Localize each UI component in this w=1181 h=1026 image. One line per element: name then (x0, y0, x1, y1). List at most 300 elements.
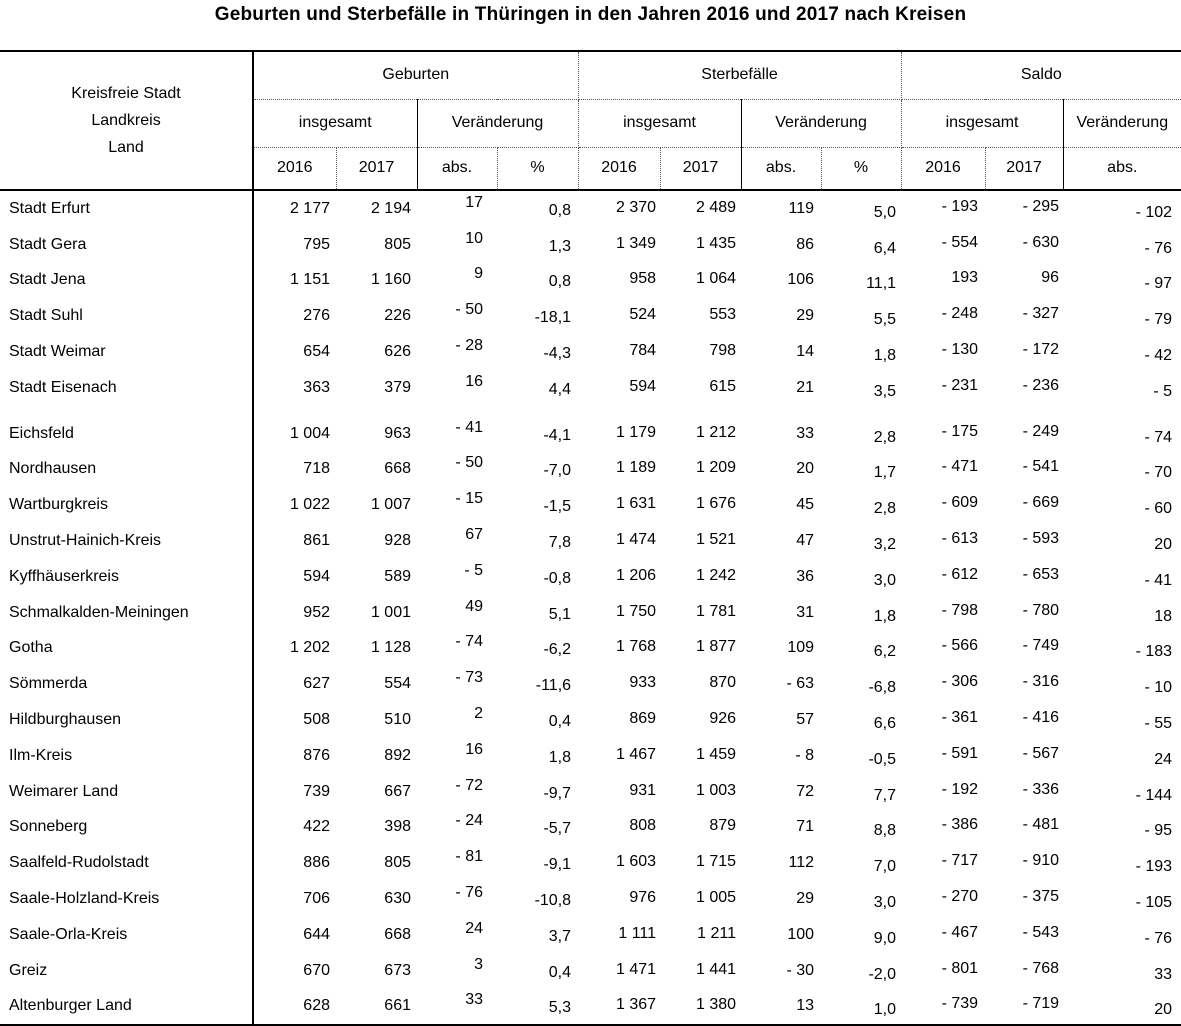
subheader-saldo-insgesamt: insgesamt (901, 99, 1063, 147)
cell-name: Stadt Gera (0, 227, 253, 263)
cell-g2017: 1 160 (370, 271, 411, 289)
cell-name: Altenburger Land (0, 989, 253, 1026)
cell-gabs: - 41 (455, 418, 483, 436)
cell-s2016: 1 631 (615, 495, 657, 513)
cell-g2016: 861 (303, 532, 330, 550)
cell-g2017: 510 (384, 711, 411, 729)
colheader-sterbefaelle-2016: 2016 (578, 147, 660, 190)
cell-sabs: 71 (796, 818, 815, 836)
cell-sa2016: - 270 (941, 888, 979, 906)
cell-sabs: 29 (796, 890, 815, 908)
cell-sa2016: - 193 (941, 197, 979, 215)
cell-sa2016: - 231 (941, 376, 979, 394)
cell-g2016: 1 004 (289, 424, 330, 442)
cell-saabs: - 10 (1144, 679, 1173, 697)
colheader-saldo-abs: abs. (1063, 147, 1181, 190)
cell-s2016: 869 (629, 710, 657, 728)
cell-saabs: - 144 (1135, 786, 1173, 804)
cell-g2016: 886 (303, 854, 330, 872)
cell-sabs: 21 (796, 378, 815, 396)
cell-saabs: 24 (1154, 750, 1173, 768)
cell-g2017: 661 (384, 997, 411, 1015)
cell-saabs: - 55 (1144, 715, 1173, 733)
cell-s2016: 1 179 (615, 423, 657, 441)
cell-saabs: - 74 (1144, 428, 1173, 446)
cell-sa2017: - 327 (1022, 305, 1060, 323)
cell-s2017: 1 005 (695, 889, 737, 907)
cell-g2016: 1 151 (289, 271, 330, 289)
cell-s2016: 1 471 (615, 960, 657, 978)
cell-sa2017: - 768 (1022, 959, 1060, 977)
cell-spct: 3,0 (873, 571, 897, 589)
cell-spct: 2,8 (873, 500, 897, 518)
table-row (0, 666, 1181, 702)
table-row (0, 845, 1181, 881)
cell-gpct: 5,1 (548, 605, 572, 623)
cell-sa2017: - 910 (1022, 852, 1060, 870)
cell-name: Stadt Weimar (0, 334, 253, 370)
page-title: Geburten und Sterbefälle in Thüringen in den Jahren 2016 und 2017 nach Kreisen (214, 4, 967, 25)
table-row (0, 190, 1181, 227)
table-row (0, 881, 1181, 917)
cell-name: Wartburgkreis (0, 487, 253, 523)
table-row (0, 487, 1181, 523)
cell-s2016: 1 768 (615, 638, 657, 656)
cell-s2017: 1 715 (695, 853, 737, 871)
cell-g2017: 963 (384, 424, 411, 442)
cell-sa2017: - 249 (1022, 422, 1060, 440)
cell-sa2017: - 630 (1022, 233, 1060, 251)
cell-s2017: 1 211 (697, 924, 737, 942)
cell-name: Saale-Holzland-Kreis (0, 881, 253, 917)
cell-name: Hildburghausen (0, 702, 253, 738)
cell-sabs: 31 (796, 603, 815, 621)
cell-s2016: 1 603 (615, 853, 657, 871)
cell-s2017: 553 (709, 306, 737, 324)
cell-gpct: 0,4 (548, 963, 572, 981)
cell-s2016: 2 370 (615, 198, 657, 216)
cell-gabs: 9 (474, 265, 483, 283)
cell-name: Sonneberg (0, 810, 253, 846)
cell-spct: 8,8 (873, 822, 897, 840)
subheader-geburten-veraenderung: Veränderung (417, 99, 578, 147)
cell-saabs: - 42 (1144, 347, 1173, 365)
group-spacer-cell (253, 406, 1181, 416)
cell-name: Schmalkalden-Meiningen (0, 595, 253, 631)
table-row (0, 989, 1181, 1026)
cell-s2017: 798 (709, 342, 737, 360)
cell-g2017: 805 (384, 235, 411, 253)
table-body (0, 190, 1181, 1025)
cell-gpct: -0,8 (543, 569, 572, 587)
cell-sa2017: - 567 (1022, 744, 1060, 762)
cell-name: Stadt Eisenach (0, 370, 253, 406)
cell-sabs: 72 (796, 782, 815, 800)
cell-gabs: - 73 (455, 669, 483, 687)
cell-sa2016: - 798 (941, 601, 979, 619)
cell-sabs: - 63 (786, 675, 815, 693)
cell-g2016: 654 (303, 343, 330, 361)
cell-g2016: 276 (303, 307, 330, 325)
table-header (0, 51, 1181, 190)
colheader-geburten-2017: 2017 (336, 147, 417, 190)
cell-sa2017: - 669 (1022, 494, 1060, 512)
cell-name: Eichsfeld (0, 416, 253, 452)
cell-gabs: 24 (465, 919, 483, 937)
cell-sa2017: - 593 (1022, 530, 1060, 548)
group-spacer-row (0, 406, 1181, 416)
cell-sa2016: - 361 (941, 709, 979, 727)
cell-name: Saalfeld-Rudolstadt (0, 845, 253, 881)
cell-name: Nordhausen (0, 452, 253, 488)
cell-sabs: 13 (796, 997, 815, 1015)
cell-sa2017: - 543 (1022, 923, 1060, 941)
cell-sa2017: - 653 (1022, 565, 1060, 583)
cell-s2016: 1 189 (615, 459, 657, 477)
colheader-geburten-abs: abs. (417, 147, 497, 190)
cell-g2017: 2 194 (370, 199, 411, 217)
cell-name: Weimarer Land (0, 774, 253, 810)
cell-sa2016: - 717 (941, 852, 979, 870)
colheader-saldo-2016: 2016 (901, 147, 985, 190)
cell-name: Stadt Jena (0, 263, 253, 299)
cell-g2016: 952 (303, 603, 330, 621)
cell-gpct: -5,7 (543, 820, 572, 838)
cell-sa2017: - 719 (1022, 995, 1060, 1013)
cell-saabs: - 76 (1144, 929, 1173, 947)
cell-gpct: -10,8 (534, 892, 572, 910)
cell-saabs: - 193 (1135, 858, 1173, 876)
cell-sa2016: - 609 (941, 494, 979, 512)
cell-spct: 1,8 (873, 607, 897, 625)
cell-spct: 3,5 (873, 382, 897, 400)
cell-saabs: - 41 (1144, 571, 1173, 589)
cell-s2017: 1 064 (695, 270, 737, 288)
cell-gabs: 16 (465, 372, 483, 390)
colheader-sterbefaelle-abs: abs. (741, 147, 821, 190)
cell-g2016: 706 (303, 890, 330, 908)
cell-s2017: 1 003 (695, 781, 737, 799)
cell-gabs: - 74 (455, 633, 483, 651)
cell-sabs: 20 (796, 460, 815, 478)
cell-gpct: 1,3 (548, 237, 572, 255)
cell-sabs: 33 (796, 424, 815, 442)
cell-s2016: 1 474 (615, 531, 657, 549)
cell-saabs: - 60 (1144, 500, 1173, 518)
cell-sa2016: - 739 (941, 995, 979, 1013)
cell-g2016: 876 (303, 746, 330, 764)
cell-gabs: 16 (465, 740, 483, 758)
cell-saabs: - 183 (1135, 643, 1173, 661)
cell-spct: 1,8 (873, 347, 897, 365)
cell-sa2016: - 248 (941, 305, 979, 323)
cell-gpct: 0,8 (548, 201, 572, 219)
cell-g2017: 630 (384, 890, 411, 908)
cell-g2016: 795 (303, 235, 330, 253)
cell-gabs: 49 (465, 597, 483, 615)
cell-gabs: 67 (465, 526, 483, 544)
cell-s2016: 594 (629, 377, 657, 395)
cell-s2016: 1 750 (615, 602, 657, 620)
cell-s2016: 933 (629, 674, 657, 692)
cell-s2016: 958 (629, 270, 657, 288)
cell-s2017: 2 489 (695, 198, 737, 216)
cell-sa2017: - 416 (1022, 709, 1060, 727)
cell-sabs: 29 (796, 307, 815, 325)
cell-gabs: - 28 (455, 337, 483, 355)
cell-g2017: 673 (384, 961, 411, 979)
cell-saabs: 20 (1154, 536, 1173, 554)
cell-name: Ilm-Kreis (0, 738, 253, 774)
cell-spct: 6,2 (873, 643, 897, 661)
cell-saabs: - 97 (1144, 275, 1173, 293)
cell-sa2017: - 481 (1022, 816, 1060, 834)
cell-saabs: 33 (1154, 965, 1173, 983)
cell-gpct: 5,3 (548, 999, 572, 1017)
cell-sa2017: 96 (1041, 269, 1060, 287)
corner-line-1: Kreisfreie Stadt (71, 85, 181, 102)
cell-sabs: 47 (796, 532, 815, 550)
cell-g2017: 1 128 (370, 639, 411, 657)
cell-saabs: - 105 (1135, 894, 1173, 912)
cell-g2017: 892 (384, 746, 411, 764)
cell-s2017: 1 441 (695, 960, 737, 978)
cell-gpct: -9,1 (543, 856, 572, 874)
cell-gpct: -11,6 (535, 677, 572, 695)
cell-sabs: 112 (788, 854, 815, 872)
table-row (0, 559, 1181, 595)
corner-header (0, 51, 253, 190)
cell-name: Stadt Erfurt (0, 190, 253, 227)
cell-sa2016: - 467 (941, 923, 979, 941)
table-row (0, 298, 1181, 334)
cell-gpct: 7,8 (548, 534, 572, 552)
cell-g2017: 668 (384, 460, 411, 478)
cell-g2017: 379 (384, 378, 411, 396)
cell-g2016: 628 (303, 997, 330, 1015)
cell-sa2017: - 336 (1022, 780, 1060, 798)
cell-spct: 3,0 (873, 894, 897, 912)
cell-name: Greiz (0, 953, 253, 989)
cell-sa2017: - 316 (1022, 673, 1060, 691)
cell-g2016: 1 022 (289, 496, 330, 514)
cell-gabs: 33 (465, 991, 483, 1009)
cell-sa2016: - 554 (941, 233, 979, 251)
cell-gabs: - 15 (455, 490, 483, 508)
cell-sabs: 119 (788, 199, 815, 217)
cell-sabs: 106 (787, 271, 815, 289)
cell-sa2016: - 306 (941, 673, 979, 691)
cell-g2016: 1 202 (289, 639, 330, 657)
cell-spct: 1,0 (873, 1001, 897, 1019)
table-row (0, 702, 1181, 738)
cell-gabs: - 76 (455, 884, 483, 902)
cell-s2017: 926 (709, 710, 737, 728)
table-row (0, 334, 1181, 370)
colheader-sterbefaelle-2017: 2017 (660, 147, 741, 190)
table-row (0, 774, 1181, 810)
cell-gabs: 17 (465, 193, 483, 211)
cell-sabs: 45 (796, 496, 815, 514)
cell-s2017: 1 459 (695, 745, 737, 763)
cell-g2016: 670 (303, 961, 330, 979)
cell-gabs: - 24 (455, 812, 483, 830)
cell-saabs: - 76 (1144, 239, 1173, 257)
cell-s2017: 870 (709, 674, 737, 692)
cell-saabs: - 102 (1135, 203, 1173, 221)
cell-sabs: 86 (796, 235, 815, 253)
table-row (0, 416, 1181, 452)
cell-sabs: 14 (796, 343, 815, 361)
cell-sa2017: - 375 (1022, 888, 1060, 906)
cell-gpct: -4,3 (543, 345, 572, 363)
colheader-geburten-2016: 2016 (253, 147, 336, 190)
cell-s2017: 1 521 (695, 531, 737, 549)
cell-gabs: - 72 (455, 776, 483, 794)
cell-g2016: 2 177 (289, 199, 330, 217)
cell-gpct: -9,7 (543, 784, 572, 802)
cell-s2016: 524 (629, 306, 657, 324)
cell-g2017: 398 (384, 818, 411, 836)
cell-g2016: 739 (303, 782, 330, 800)
cell-s2016: 931 (629, 781, 657, 799)
cell-saabs: 20 (1154, 1001, 1173, 1019)
cell-gabs: 3 (474, 955, 483, 973)
cell-gabs: 10 (465, 229, 483, 247)
cell-name: Unstrut-Hainich-Kreis (0, 523, 253, 559)
cell-gpct: -18,1 (534, 309, 572, 327)
cell-gabs: - 5 (464, 561, 483, 579)
cell-spct: 2,8 (873, 428, 897, 446)
group-header-geburten: Geburten (253, 51, 578, 99)
cell-g2017: 589 (384, 567, 411, 585)
cell-saabs: - 70 (1144, 464, 1173, 482)
cell-s2016: 784 (629, 342, 657, 360)
statistics-table (0, 50, 1181, 1026)
cell-sa2016: - 192 (941, 780, 979, 798)
cell-sabs: 57 (796, 711, 815, 729)
cell-g2017: 1 001 (370, 603, 411, 621)
cell-g2017: 626 (384, 343, 411, 361)
cell-g2017: 226 (384, 307, 411, 325)
cell-sabs: 100 (787, 925, 815, 943)
table-row (0, 452, 1181, 488)
table-row (0, 370, 1181, 406)
cell-sa2016: - 471 (941, 458, 979, 476)
cell-g2016: 422 (303, 818, 330, 836)
cell-sa2016: - 612 (941, 565, 979, 583)
cell-name: Saale-Orla-Kreis (0, 917, 253, 953)
cell-saabs: - 95 (1144, 822, 1173, 840)
cell-s2016: 976 (629, 889, 657, 907)
cell-sabs: 36 (796, 567, 815, 585)
cell-gabs: - 50 (455, 454, 483, 472)
colheader-sterbefaelle-pct: % (821, 147, 901, 190)
cell-s2016: 808 (629, 817, 657, 835)
cell-spct: 6,6 (873, 715, 897, 733)
cell-s2017: 1 781 (695, 602, 737, 620)
cell-name: Kyffhäuserkreis (0, 559, 253, 595)
cell-s2016: 1 349 (615, 234, 657, 252)
cell-g2017: 805 (384, 854, 411, 872)
cell-g2016: 627 (303, 675, 330, 693)
cell-name: Sömmerda (0, 666, 253, 702)
cell-sa2016: - 175 (941, 422, 979, 440)
cell-sa2016: - 591 (941, 744, 979, 762)
cell-gpct: -4,1 (543, 426, 572, 444)
corner-line-2: Landkreis (91, 112, 161, 129)
cell-s2017: 1 242 (695, 566, 737, 584)
cell-sa2016: - 566 (941, 637, 979, 655)
cell-s2016: 1 367 (615, 996, 657, 1014)
cell-s2016: 1 111 (618, 924, 657, 942)
table-row (0, 263, 1181, 299)
cell-s2017: 1 209 (695, 459, 737, 477)
cell-s2017: 615 (709, 377, 737, 395)
table-row (0, 738, 1181, 774)
cell-gpct: 0,4 (548, 713, 572, 731)
cell-g2017: 928 (384, 532, 411, 550)
header-row-groups (0, 51, 1181, 99)
cell-sa2017: - 236 (1022, 376, 1060, 394)
cell-sa2017: - 295 (1022, 197, 1060, 215)
cell-s2017: 1 212 (695, 423, 737, 441)
cell-spct: 7,7 (873, 786, 897, 804)
cell-s2017: 1 435 (695, 234, 737, 252)
cell-g2016: 594 (303, 567, 330, 585)
cell-saabs: - 5 (1153, 382, 1173, 400)
cell-spct: 1,7 (873, 464, 897, 482)
cell-g2016: 644 (303, 925, 330, 943)
cell-g2016: 718 (303, 460, 330, 478)
cell-gpct: 3,7 (548, 927, 572, 945)
cell-sa2017: - 749 (1022, 637, 1060, 655)
colheader-geburten-pct: % (497, 147, 578, 190)
cell-spct: 6,4 (873, 239, 897, 257)
cell-sabs: 109 (787, 639, 815, 657)
cell-g2017: 667 (384, 782, 411, 800)
subheader-sterbefaelle-insgesamt: insgesamt (578, 99, 741, 147)
colheader-saldo-2017: 2017 (985, 147, 1063, 190)
cell-gpct: -1,5 (543, 498, 572, 516)
cell-sa2017: - 780 (1022, 601, 1060, 619)
cell-spct: 5,0 (873, 203, 897, 221)
subheader-geburten-insgesamt: insgesamt (253, 99, 417, 147)
cell-sa2017: - 172 (1022, 341, 1060, 359)
cell-saabs: 18 (1154, 607, 1173, 625)
subheader-sterbefaelle-veraenderung: Veränderung (741, 99, 901, 147)
table-row (0, 523, 1181, 559)
cell-s2016: 1 206 (615, 566, 657, 584)
cell-g2017: 668 (384, 925, 411, 943)
cell-g2016: 508 (303, 711, 330, 729)
cell-gpct: 0,8 (548, 273, 572, 291)
cell-g2017: 1 007 (370, 496, 411, 514)
cell-sa2016: - 613 (941, 530, 979, 548)
cell-s2017: 1 676 (695, 495, 737, 513)
cell-gpct: -6,2 (543, 641, 572, 659)
cell-sabs: - 8 (795, 746, 815, 764)
group-header-saldo: Saldo (901, 51, 1181, 99)
table-row (0, 631, 1181, 667)
subheader-saldo-veraenderung: Veränderung (1063, 99, 1181, 147)
corner-line-3: Land (108, 139, 144, 156)
cell-gpct: 4,4 (548, 380, 572, 398)
cell-s2017: 1 380 (695, 996, 737, 1014)
cell-sa2017: - 541 (1022, 458, 1060, 476)
cell-sa2016: 193 (951, 269, 979, 287)
cell-spct: 3,2 (873, 536, 897, 554)
